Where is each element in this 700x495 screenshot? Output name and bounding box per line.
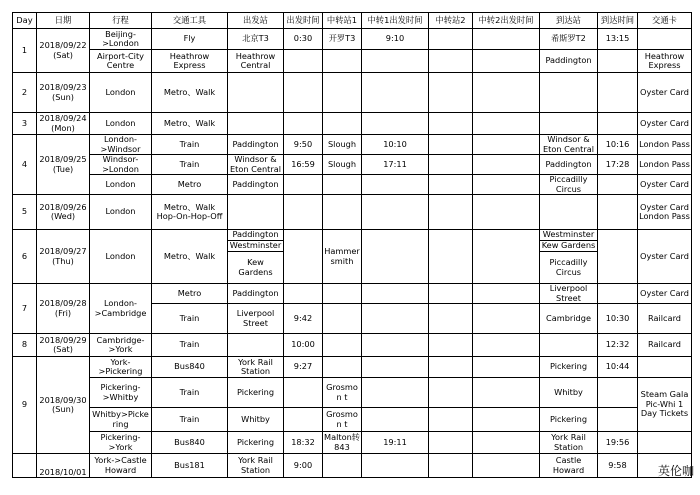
- table-row: [13, 408, 692, 432]
- card-cell: Railcard: [638, 334, 692, 357]
- transfer1-cell: [323, 334, 362, 357]
- from-cell: Pickering: [228, 432, 284, 454]
- route-cell: Whitby>Pickering: [90, 408, 152, 432]
- dep-cell: [284, 230, 323, 284]
- transfer2-time-cell: [473, 73, 540, 113]
- table-row: [13, 284, 692, 304]
- header-to: 到达站: [540, 13, 598, 29]
- arr-cell: 10:44: [598, 357, 638, 378]
- to-cell: Piccadilly Circus: [540, 252, 598, 284]
- transfer2-time-cell: [473, 454, 540, 478]
- header-transport: 交通工具: [152, 13, 228, 29]
- transfer1-cell: [323, 284, 362, 304]
- header-transfer2: 中转站2: [429, 13, 473, 29]
- arr-cell: [598, 50, 638, 73]
- to-cell: Whitby: [540, 378, 598, 408]
- transfer1-time-cell: 17:11: [362, 155, 429, 175]
- transport-cell: Train: [152, 378, 228, 408]
- route-cell: Beijing->London: [90, 29, 152, 50]
- dep-cell: 9:00: [284, 454, 323, 478]
- dep-cell: [284, 175, 323, 195]
- day-cell: [13, 454, 37, 478]
- transfer1-time-cell: [362, 195, 429, 230]
- card-cell: [638, 432, 692, 454]
- transfer1-cell: 开罗T3: [323, 29, 362, 50]
- transfer2-cell: [429, 334, 473, 357]
- day-cell: 1: [13, 29, 37, 73]
- transfer2-cell: [429, 50, 473, 73]
- transport-cell: Train: [152, 334, 228, 357]
- table-row: [13, 432, 692, 454]
- day-cell: 5: [13, 195, 37, 230]
- dep-cell: 10:00: [284, 334, 323, 357]
- dep-cell: [284, 378, 323, 408]
- to-cell: York Rail Station: [540, 432, 598, 454]
- transfer2-cell: [429, 29, 473, 50]
- transfer2-time-cell: [473, 230, 540, 284]
- table-row: [13, 357, 692, 378]
- transfer2-time-cell: [473, 378, 540, 408]
- transfer1-time-cell: [362, 454, 429, 478]
- route-cell: London->Cambridge: [90, 284, 152, 334]
- date-cell: 2018/09/28 (Fri): [37, 284, 90, 334]
- table-row: [13, 230, 692, 241]
- to-cell: Castle Howard: [540, 454, 598, 478]
- itinerary-table: [12, 12, 692, 478]
- table-row: [13, 135, 692, 155]
- from-cell: [228, 195, 284, 230]
- header-date: 日期: [37, 13, 90, 29]
- transfer2-cell: [429, 304, 473, 334]
- transfer2-cell: [429, 175, 473, 195]
- transfer2-cell: [429, 230, 473, 284]
- transfer1-cell: [323, 195, 362, 230]
- transfer1-cell: [323, 357, 362, 378]
- table-row: [13, 113, 692, 135]
- arr-cell: [598, 73, 638, 113]
- arr-cell: [598, 284, 638, 304]
- transfer2-time-cell: [473, 432, 540, 454]
- route-cell: London: [90, 175, 152, 195]
- transfer1-cell: [323, 50, 362, 73]
- card-cell: London Pass: [638, 135, 692, 155]
- dep-cell: [284, 113, 323, 135]
- day-cell: 2: [13, 73, 37, 113]
- transfer2-cell: [429, 284, 473, 304]
- to-cell: [540, 195, 598, 230]
- date-cell: 2018/09/26 (Wed): [37, 195, 90, 230]
- transfer1-cell: Grosmon t: [323, 378, 362, 408]
- transfer1-time-cell: [362, 334, 429, 357]
- card-cell: Oyster Card: [638, 284, 692, 304]
- transport-cell: Heathrow Express: [152, 50, 228, 73]
- from-cell: [228, 334, 284, 357]
- transfer1-time-cell: [362, 113, 429, 135]
- transfer1-time-cell: [362, 175, 429, 195]
- dep-cell: 0:30: [284, 29, 323, 50]
- card-cell: Heathrow Express: [638, 50, 692, 73]
- day-cell: 7: [13, 284, 37, 334]
- transport-cell: Bus181: [152, 454, 228, 478]
- table-row: [13, 454, 692, 478]
- transfer1-time-cell: [362, 304, 429, 334]
- route-cell: London->Windsor: [90, 135, 152, 155]
- route-cell: London: [90, 113, 152, 135]
- header-transfer2-time: 中转2出发时间: [473, 13, 540, 29]
- to-cell: Pickering: [540, 357, 598, 378]
- header-row: [13, 13, 692, 29]
- arr-cell: 13:15: [598, 29, 638, 50]
- transfer1-time-cell: [362, 50, 429, 73]
- transport-cell: Train: [152, 408, 228, 432]
- header-transfer1-time: 中转1出发时间: [362, 13, 429, 29]
- dep-cell: 18:32: [284, 432, 323, 454]
- transfer1-time-cell: 19:11: [362, 432, 429, 454]
- from-cell: Windsor & Eton Central: [228, 155, 284, 175]
- transfer1-time-cell: [362, 408, 429, 432]
- from-cell: York Rail Station: [228, 454, 284, 478]
- from-cell: [228, 113, 284, 135]
- dep-cell: 9:42: [284, 304, 323, 334]
- transfer2-time-cell: [473, 357, 540, 378]
- header-route: 行程: [90, 13, 152, 29]
- card-cell: Oyster Card: [638, 175, 692, 195]
- transfer1-cell: Slough: [323, 155, 362, 175]
- header-card: 交通卡: [638, 13, 692, 29]
- dep-cell: [284, 195, 323, 230]
- day-cell: 4: [13, 135, 37, 195]
- to-cell: [540, 73, 598, 113]
- from-cell: 北京T3: [228, 29, 284, 50]
- table-row: [13, 155, 692, 175]
- transfer2-time-cell: [473, 29, 540, 50]
- dep-cell: 9:50: [284, 135, 323, 155]
- table-row: [13, 195, 692, 230]
- table-row: [13, 378, 692, 408]
- day-cell: 6: [13, 230, 37, 284]
- from-cell: [228, 73, 284, 113]
- transfer2-time-cell: [473, 304, 540, 334]
- route-cell: London: [90, 195, 152, 230]
- table-row: [13, 334, 692, 357]
- to-cell: [540, 113, 598, 135]
- dep-cell: [284, 50, 323, 73]
- arr-cell: [598, 230, 638, 284]
- table-row: [13, 73, 692, 113]
- card-cell: Steam Gala Pic-Whi 1 Day Tickets: [638, 378, 692, 432]
- transport-cell: Metro: [152, 284, 228, 304]
- from-cell: Paddington: [228, 135, 284, 155]
- transfer2-time-cell: [473, 408, 540, 432]
- transport-cell: Metro、Walk: [152, 73, 228, 113]
- card-cell: [638, 29, 692, 50]
- transfer1-cell: [323, 304, 362, 334]
- from-cell: Pickering: [228, 378, 284, 408]
- header-dep-time: 出发时间: [284, 13, 323, 29]
- arr-cell: [598, 113, 638, 135]
- dep-cell: [284, 73, 323, 113]
- route-cell: London: [90, 230, 152, 284]
- dep-cell: 16:59: [284, 155, 323, 175]
- transfer2-time-cell: [473, 175, 540, 195]
- arr-cell: 10:30: [598, 304, 638, 334]
- date-cell: 2018/09/23 (Sun): [37, 73, 90, 113]
- transport-cell: Metro、Walk: [152, 113, 228, 135]
- transfer2-time-cell: [473, 334, 540, 357]
- transfer1-cell: Hammer smith: [323, 230, 362, 284]
- transfer1-cell: Malton转 843: [324, 432, 360, 452]
- dep-cell: 9:27: [284, 357, 323, 378]
- to-cell: Windsor & Eton Central: [540, 135, 598, 155]
- route-cell: Windsor->London: [90, 155, 152, 175]
- from-cell: Paddington: [228, 175, 284, 195]
- card-cell: Oyster Card London Pass: [638, 195, 692, 230]
- to-cell: 希斯罗T2: [540, 29, 598, 50]
- arr-cell: [598, 408, 638, 432]
- date-cell: 2018/09/22 (Sat): [37, 29, 90, 73]
- transfer1-time-cell: [362, 284, 429, 304]
- transfer1-time-cell: [362, 73, 429, 113]
- to-cell: Kew Gardens: [540, 241, 598, 252]
- transport-cell: Train: [152, 155, 228, 175]
- transfer1-time-cell: 10:10: [362, 135, 429, 155]
- from-cell: Whitby: [228, 408, 284, 432]
- to-cell: Westminster: [540, 230, 598, 241]
- header-from: 出发站: [228, 13, 284, 29]
- transfer2-time-cell: [473, 195, 540, 230]
- header-transfer1: 中转站1: [323, 13, 362, 29]
- transfer2-cell: [429, 454, 473, 478]
- transfer2-cell: [429, 155, 473, 175]
- arr-cell: 19:56: [598, 432, 638, 454]
- from-cell: Heathrow Central: [228, 50, 284, 73]
- to-cell: Liverpool Street: [540, 284, 598, 304]
- to-cell: Cambridge: [540, 304, 598, 334]
- table-row: [13, 29, 692, 50]
- day-cell: 8: [13, 334, 37, 357]
- day-cell: 9: [13, 357, 37, 454]
- transfer2-cell: [429, 135, 473, 155]
- card-cell: Railcard: [638, 304, 692, 334]
- route-cell: Pickering->Whitby: [90, 378, 152, 408]
- transfer1-cell: [323, 113, 362, 135]
- arr-cell: [598, 195, 638, 230]
- transfer2-time-cell: [473, 284, 540, 304]
- transfer1-cell: [323, 454, 362, 478]
- from-cell: Paddington: [228, 284, 284, 304]
- transport-cell: Train: [152, 135, 228, 155]
- route-cell: York->Pickering: [90, 357, 152, 378]
- to-cell: Paddington: [540, 50, 598, 73]
- arr-cell: [598, 175, 638, 195]
- transfer2-time-cell: [473, 50, 540, 73]
- transfer2-time-cell: [473, 155, 540, 175]
- dep-cell: [284, 408, 323, 432]
- route-cell: York->Castle Howard: [90, 454, 152, 478]
- route-cell: Cambridge->York: [90, 334, 152, 357]
- transport-cell: Bus840: [152, 432, 228, 454]
- dep-cell: [284, 284, 323, 304]
- from-cell: Paddington: [228, 230, 284, 241]
- transfer2-cell: [429, 378, 473, 408]
- transfer2-cell: [429, 357, 473, 378]
- to-cell: Paddington: [540, 155, 598, 175]
- watermark-text: 英伦咖: [657, 464, 694, 478]
- transfer2-cell: [429, 432, 473, 454]
- arr-cell: [598, 378, 638, 408]
- to-cell: Piccadilly Circus: [540, 175, 598, 195]
- transfer2-cell: [429, 73, 473, 113]
- table-row: [13, 50, 692, 73]
- transfer2-time-cell: [473, 135, 540, 155]
- transfer1-cell: Slough: [323, 135, 362, 155]
- header-day: Day: [13, 13, 37, 29]
- route-cell: Airport-City Centre: [90, 50, 152, 73]
- header-arr-time: 到达时间: [598, 13, 638, 29]
- day-cell: 3: [13, 113, 37, 135]
- transport-cell: Metro: [152, 175, 228, 195]
- transport-cell: Fly: [152, 29, 228, 50]
- route-cell: London: [90, 73, 152, 113]
- table-row: [13, 175, 692, 195]
- transfer2-cell: [429, 195, 473, 230]
- transfer1-time-cell: [362, 357, 429, 378]
- to-cell: Pickering: [540, 408, 598, 432]
- transfer2-time-cell: [473, 113, 540, 135]
- date-cell: 2018/09/24 (Mon): [37, 113, 90, 135]
- arr-cell: 17:28: [598, 155, 638, 175]
- date-cell: 2018/10/01: [37, 454, 90, 478]
- card-cell: London Pass: [638, 155, 692, 175]
- transfer1-time-cell: [362, 378, 429, 408]
- card-cell: Oyster Card: [638, 230, 692, 284]
- card-cell: [638, 357, 692, 378]
- from-cell: Kew Gardens: [228, 252, 284, 284]
- transport-cell: Bus840: [152, 357, 228, 378]
- card-cell: Oyster Card: [638, 73, 692, 113]
- transport-cell: Metro、Walk: [152, 230, 228, 284]
- card-cell: Oyster Card: [638, 113, 692, 135]
- arr-cell: 10:16: [598, 135, 638, 155]
- transfer1-time-cell: 9:10: [362, 29, 429, 50]
- route-cell: Pickering->York: [90, 432, 152, 454]
- transfer2-cell: [429, 113, 473, 135]
- transport-cell: Train: [152, 304, 228, 334]
- arr-cell: 12:32: [598, 334, 638, 357]
- date-cell: 2018/09/27 (Thu): [37, 230, 90, 284]
- arr-cell: 9:58: [598, 454, 638, 478]
- date-cell: 2018/09/30 (Sun): [37, 357, 90, 454]
- from-cell: Westminster: [228, 241, 284, 252]
- transfer1-cell: Grosmon t: [323, 408, 362, 432]
- transfer1-cell: [323, 175, 362, 195]
- from-cell: Liverpool Street: [228, 304, 284, 334]
- transfer1-cell: [323, 73, 362, 113]
- transport-cell: Metro、Walk Hop-On-Hop-Off: [152, 195, 228, 230]
- date-cell: 2018/09/29 (Sat): [37, 334, 90, 357]
- to-cell: [540, 334, 598, 357]
- date-cell: 2018/09/25 (Tue): [37, 135, 90, 195]
- transfer2-cell: [429, 408, 473, 432]
- from-cell: York Rail Station: [228, 357, 284, 378]
- transfer1-time-cell: [362, 230, 429, 284]
